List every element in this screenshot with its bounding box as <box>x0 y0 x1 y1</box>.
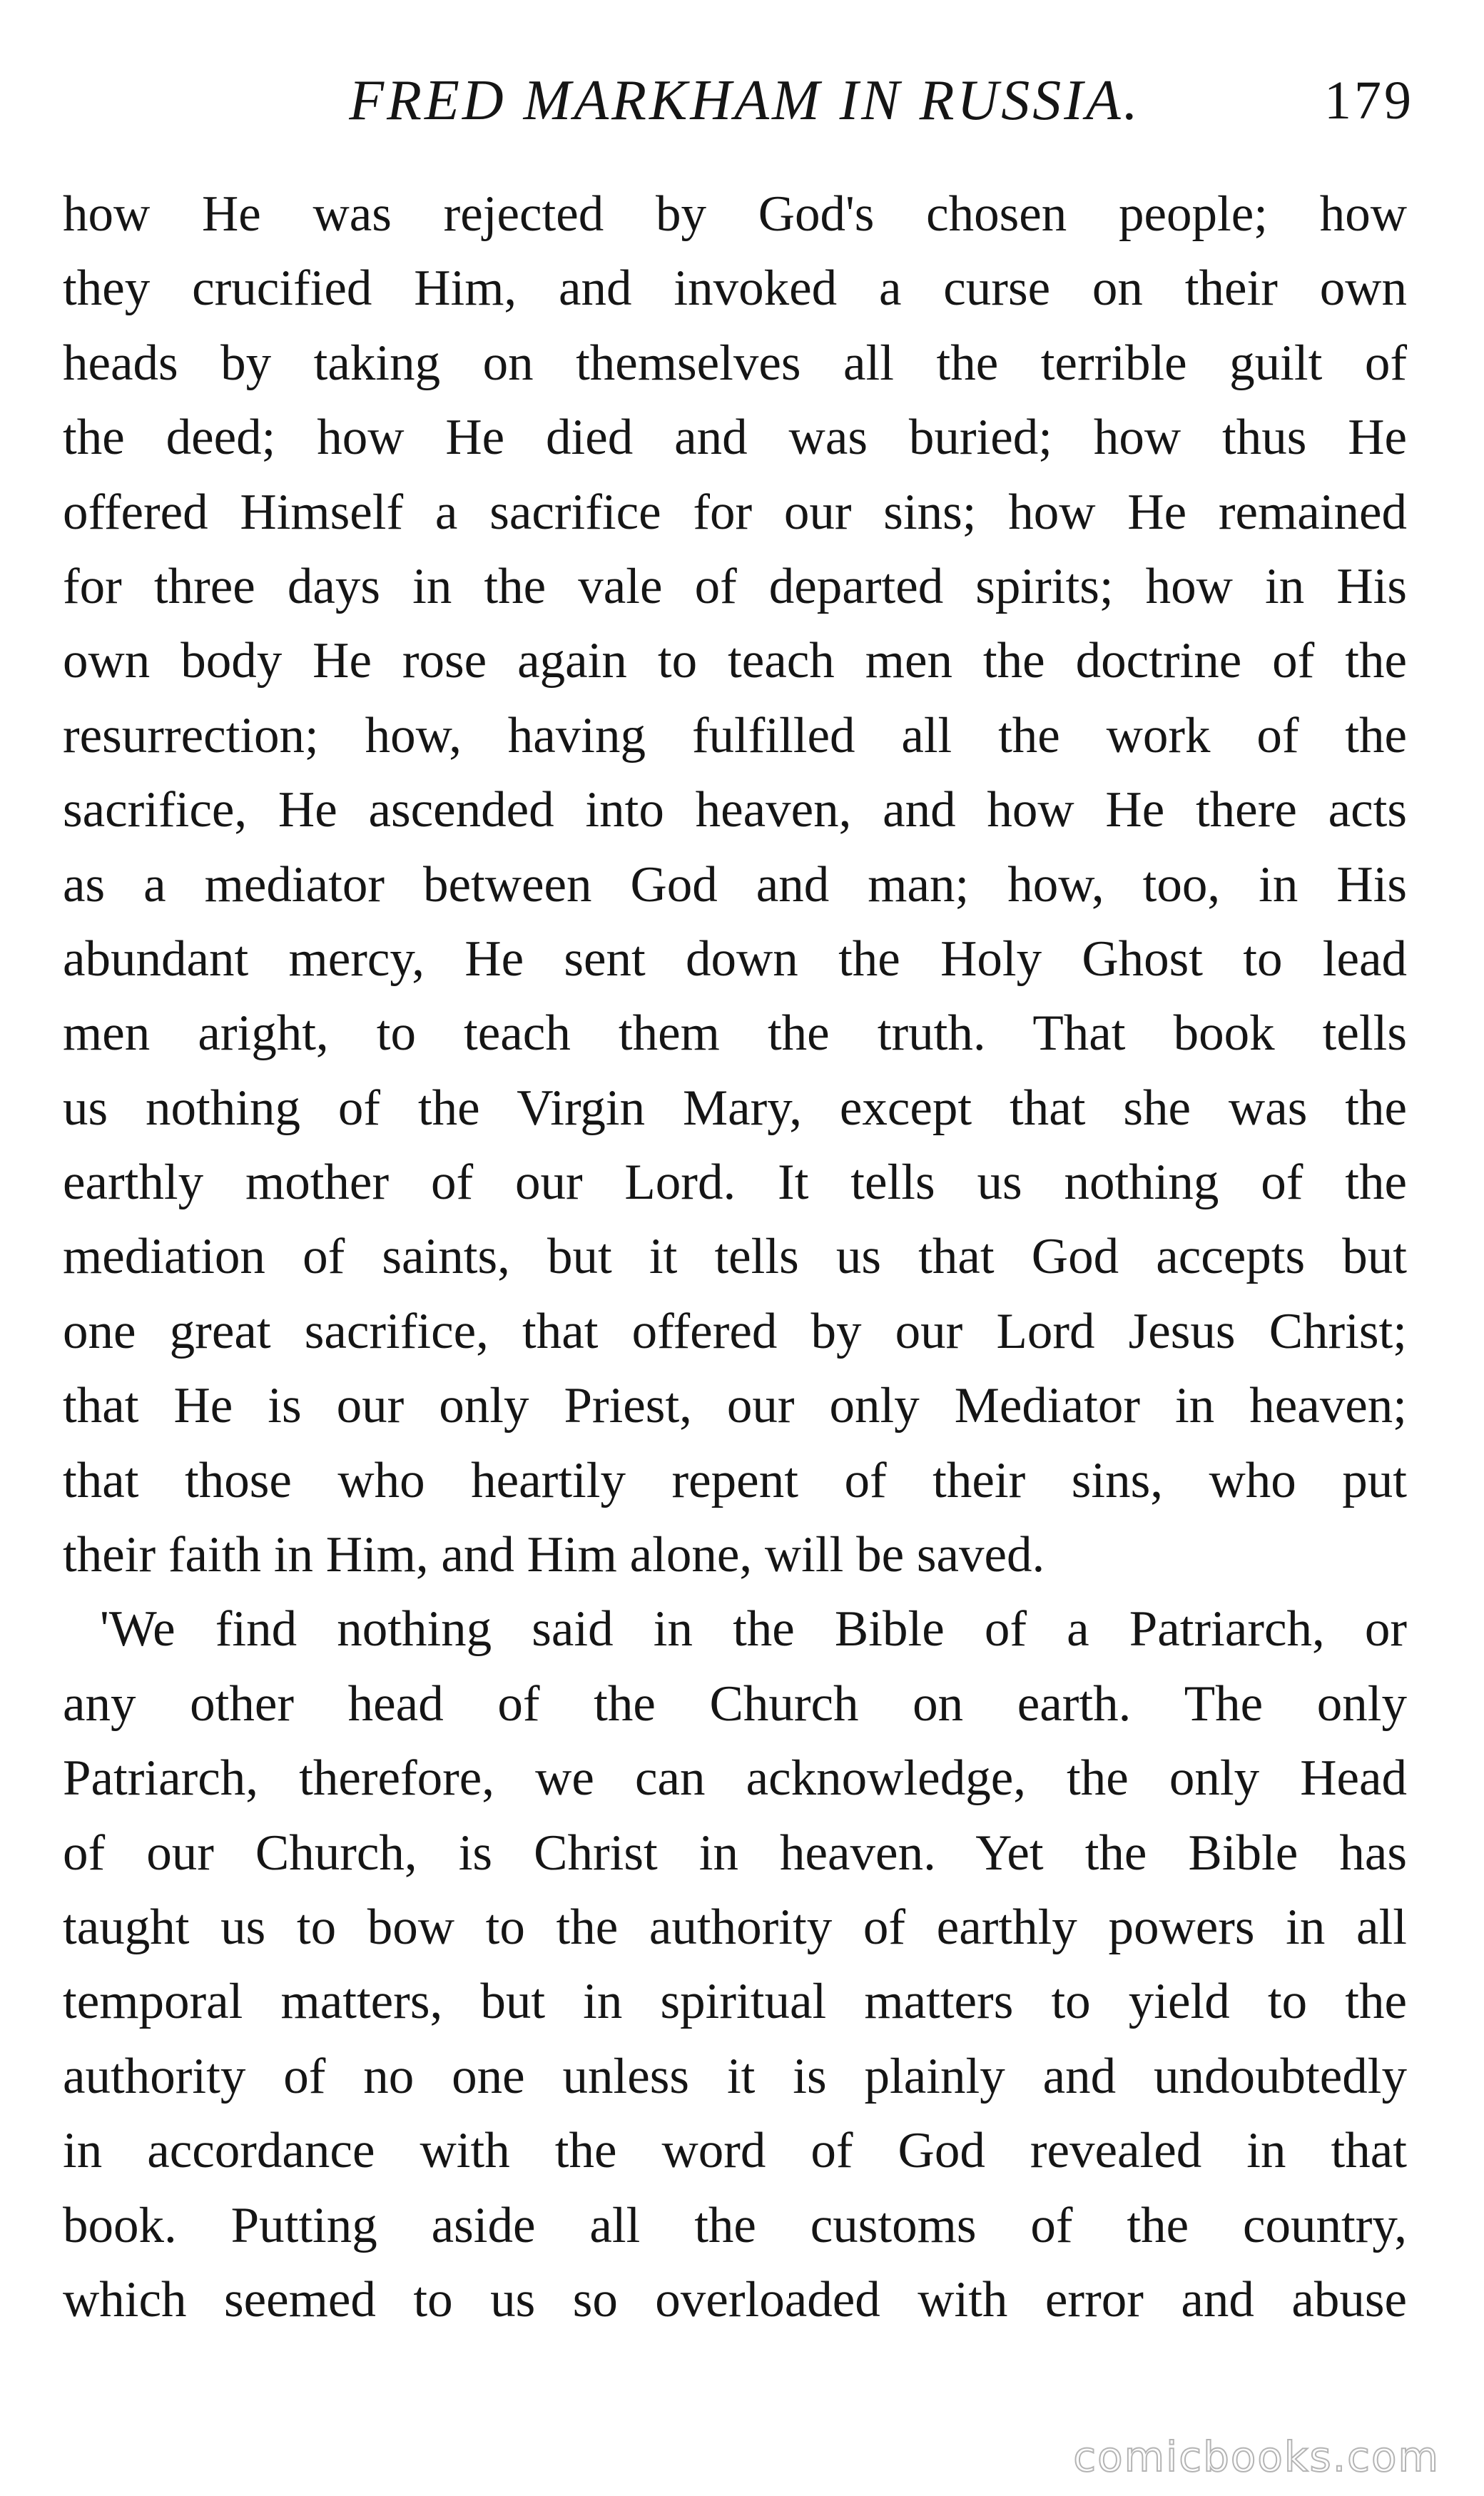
text-line: they crucified Him, and invoked a curse on their own <box>63 260 1407 317</box>
text-line: how He was rejected by God's chosen people; how <box>63 186 1407 242</box>
text-line: resurrection; how, having fulfilled all the work of the <box>63 707 1407 763</box>
text-line: sacrifice, He ascended into heaven, and how He there acts <box>63 782 1407 838</box>
running-title: FRED MARKHAM IN RUSSIA. <box>349 69 1141 132</box>
page-number: 179 <box>1324 71 1414 131</box>
text-line: earthly mother of our Lord. It tells us nothing of the <box>63 1155 1407 1211</box>
text-line: authority of no one unless it is plainly and undoubtedly <box>63 2048 1407 2104</box>
text-line: book. Putting aside all the customs of the country, <box>63 2197 1407 2253</box>
text-line: 'We find nothing said in the Bible of a Patriarch, or <box>100 1601 1407 1658</box>
text-line: in accordance with the word of God revealed in that <box>63 2123 1407 2179</box>
running-head <box>63 61 1427 140</box>
text-line: their faith in Him, and Him alone, will be saved. <box>63 1527 1045 1583</box>
body-text <box>63 177 1407 2337</box>
text-line: that those who heartily repent of their sins, who put <box>63 1452 1407 1508</box>
text-line: Patriarch, therefore, we can acknowledge, the only Head <box>63 1750 1407 1807</box>
text-line: mediation of saints, but it tells us that God accepts but <box>63 1229 1407 1285</box>
text-line: that He is our only Priest, our only Mediator in heaven; <box>63 1378 1407 1434</box>
text-line: offered Himself a sacrifice for our sins; how He remained <box>63 484 1407 540</box>
text-line: one great sacrifice, that offered by our Lord Jesus Christ; <box>63 1303 1407 1359</box>
text-line: us nothing of the Virgin Mary, except that she was the <box>63 1080 1407 1136</box>
text-line: own body He rose again to teach men the doctrine of the <box>63 633 1407 689</box>
text-line: which seemed to us so overloaded with error and abuse <box>63 2271 1407 2328</box>
watermark-text: comicbooks.com <box>1073 2432 1440 2481</box>
text-line: men aright, to teach them the truth. That book tells <box>63 1005 1407 1062</box>
text-line: the deed; how He died and was buried; how thus He <box>63 410 1407 466</box>
text-line: abundant mercy, He sent down the Holy Ghost to lead <box>63 930 1407 987</box>
text-line: as a mediator between God and man; how, too, in His <box>63 856 1407 913</box>
text-line: temporal matters, but in spiritual matters to yield to the <box>63 1974 1407 2030</box>
paragraph-1 <box>63 177 1407 1592</box>
text-line: for three days in the vale of departed spirits; how in His <box>63 558 1407 614</box>
paragraph-2 <box>63 1592 1407 2337</box>
text-line: heads by taking on themselves all the terrible guilt of <box>63 335 1407 391</box>
text-line: any other head of the Church on earth. The only <box>63 1675 1407 1732</box>
text-line: taught us to bow to the authority of earthly powers in all <box>63 1899 1407 1955</box>
text-line: of our Church, is Christ in heaven. Yet the Bible has <box>63 1825 1407 1881</box>
